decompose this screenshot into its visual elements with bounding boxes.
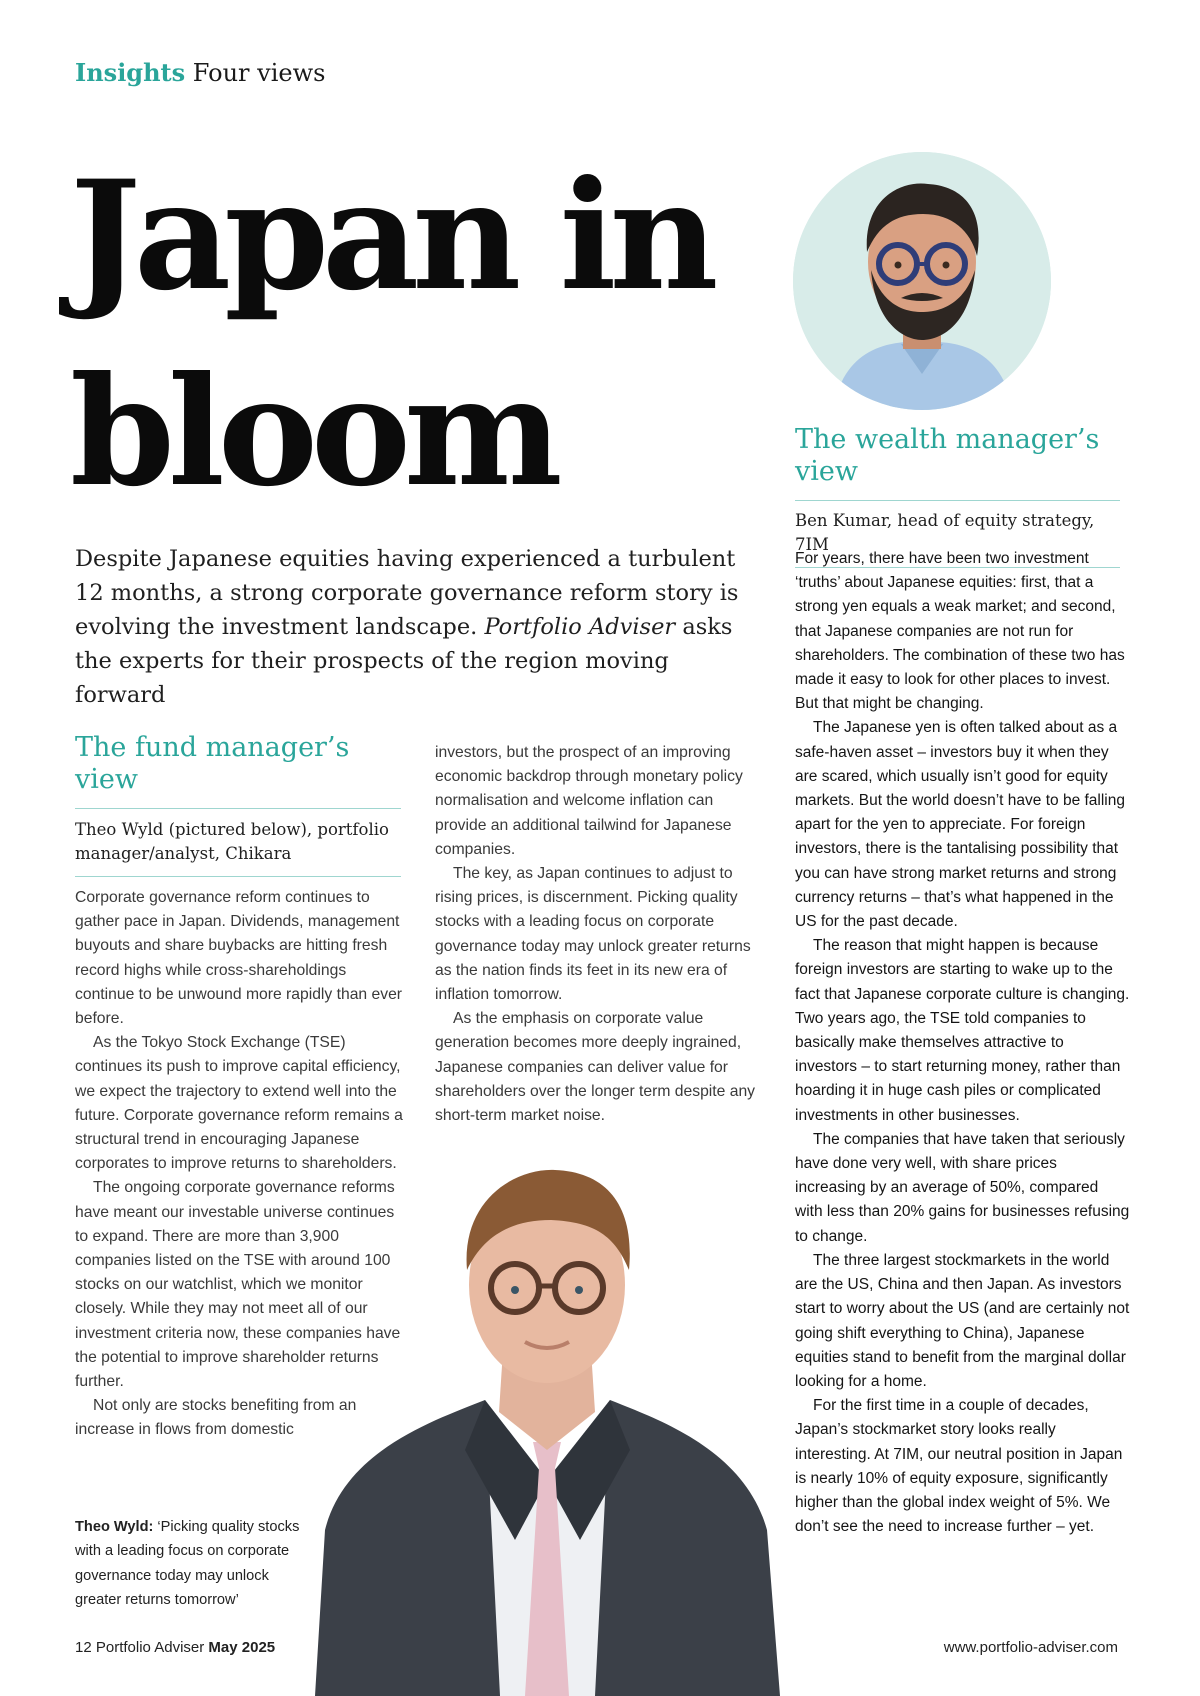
section-tag <box>75 58 325 87</box>
headline-line-1: Japan in <box>70 148 712 324</box>
ben-kumar-portrait <box>793 152 1051 410</box>
footer-url[interactable]: www.portfolio-adviser.com <box>943 1639 1118 1656</box>
body-paragraph: The ongoing corporate governance reforms have meant our investable universe continues to expand. There are more than 3,900 companies listed on the TSE with around 100 stocks on our watchlist, which we monitor closely. While they may not meet all of our investment criteria now, these companies have the potential to improve shareholder returns further. <box>75 1179 401 1391</box>
standfirst <box>75 542 755 712</box>
body-paragraph: For years, there have been two investment ‘truths’ about Japanese equities: first, that a strong yen equals a weak market; and second, that Japanese companies are not run for shareholders. The combination of these two has made it easy to look for other places to invest. But that might be changing. <box>795 550 1125 713</box>
wealth-manager-heading: The wealth manager’s view <box>795 424 1100 487</box>
body-paragraph: Not only are stocks benefiting from an increase in flows from domestic <box>75 1397 357 1439</box>
fund-manager-byline: Theo Wyld (pictured below), portfolio manager/analyst, Chikara <box>75 820 389 863</box>
section-title: Four views <box>192 59 326 87</box>
divider <box>75 876 401 877</box>
body-paragraph: As the Tokyo Stock Exchange (TSE) continues its push to improve capital efficiency, we expect the trajectory to extend well into the future. Corporate governance reform remains a structural trend in encouraging Japanese corporates to improve returns to shareholders. <box>75 1034 403 1173</box>
body-paragraph: The Japanese yen is often talked about as a safe-haven asset – investors buy it when they are scared, which usually isn’t good for equity markets. But the world doesn’t have to be falling apart for the yen to appreciate. For foreign investors, there is the tantalising possibility that you can have strong market returns and strong currency returns – that’s what happened in the US for the past decade. <box>795 719 1125 931</box>
caption-quote: ‘Picking quality stocks with a leading focus on corporate governance today may unlock greater returns tomorrow’ <box>75 1519 300 1609</box>
theo-wyld-portrait <box>315 1150 780 1696</box>
fund-manager-body-column-2 <box>435 741 765 1128</box>
headline-line-2: bloom <box>70 344 556 520</box>
section-category: Insights <box>75 58 186 87</box>
photo-caption <box>75 1515 315 1613</box>
caption-name: Theo Wyld: <box>75 1519 154 1535</box>
body-paragraph: The companies that have taken that seriously have done very well, with share prices increasing by an average of 50%, compared with less than 20% gains for businesses refusing to change. <box>795 1130 1130 1245</box>
footer-issue: May 2025 <box>208 1639 276 1656</box>
standfirst-part-2: asks the experts for their prospects of the region moving forward <box>75 614 733 708</box>
standfirst-part-1: Despite Japanese equities having experienced a turbulent 12 months, a strong corporate governance reform story is evolving the investment landscape. <box>75 546 739 640</box>
fund-manager-header <box>75 732 401 877</box>
body-paragraph: Corporate governance reform continues to gather pace in Japan. Dividends, management buyouts and share buybacks are hitting fresh record highs while cross-shareholdings continue to be unwound more rapidly than ever before. <box>75 889 403 1028</box>
wealth-manager-body <box>795 547 1130 1539</box>
wealth-manager-byline: Ben Kumar, head of equity strategy, 7IM <box>795 511 1095 554</box>
body-paragraph: investors, but the prospect of an improving economic backdrop through monetary policy normalisation and welcome inflation can provide an additional tailwind for Japanese companies. <box>435 744 743 858</box>
body-paragraph: For the first time in a couple of decades, Japan’s stockmarket story looks really interesting. At 7IM, our neutral position in Japan is nearly 10% of equity exposure, significantly higher than the global index weight of 5%. We don’t see the need to increase further – yet. <box>795 1397 1123 1536</box>
ben-kumar-photo-illustration <box>793 152 1051 410</box>
footer-folio <box>75 1639 275 1656</box>
body-paragraph: As the emphasis on corporate value generation becomes more deeply ingrained, Japanese companies can deliver value for shareholders over the longer term despite any short-term market noise. <box>435 1010 756 1125</box>
publication-name: Portfolio Adviser <box>484 614 676 640</box>
article-headline <box>70 138 790 530</box>
theo-wyld-photo-illustration <box>315 1150 780 1696</box>
body-paragraph: The three largest stockmarkets in the world are the US, China and then Japan. As investors start to worry about the US (and are certainly not going shift everything to China), Japanese equities stand to benefit from the marginal dollar looking for a home. <box>795 1251 1130 1390</box>
body-paragraph: The key, as Japan continues to adjust to rising prices, is discernment. Picking quality stocks with a leading focus on corporate governance today may unlock greater returns as the nation finds its feet in its new era of inflation tomorrow. <box>435 865 751 1004</box>
footer-page: 12 Portfolio Adviser <box>75 1639 209 1656</box>
body-paragraph: The reason that might happen is because foreign investors are starting to wake up to the fact that Japanese corporate culture is changing. Two years ago, the TSE told companies to basically make themselves attractive to investors – to start returning money, rather than hoarding it in huge cash piles or complicated investments in other businesses. <box>795 937 1130 1124</box>
fund-manager-heading: The fund manager’s view <box>75 732 350 795</box>
